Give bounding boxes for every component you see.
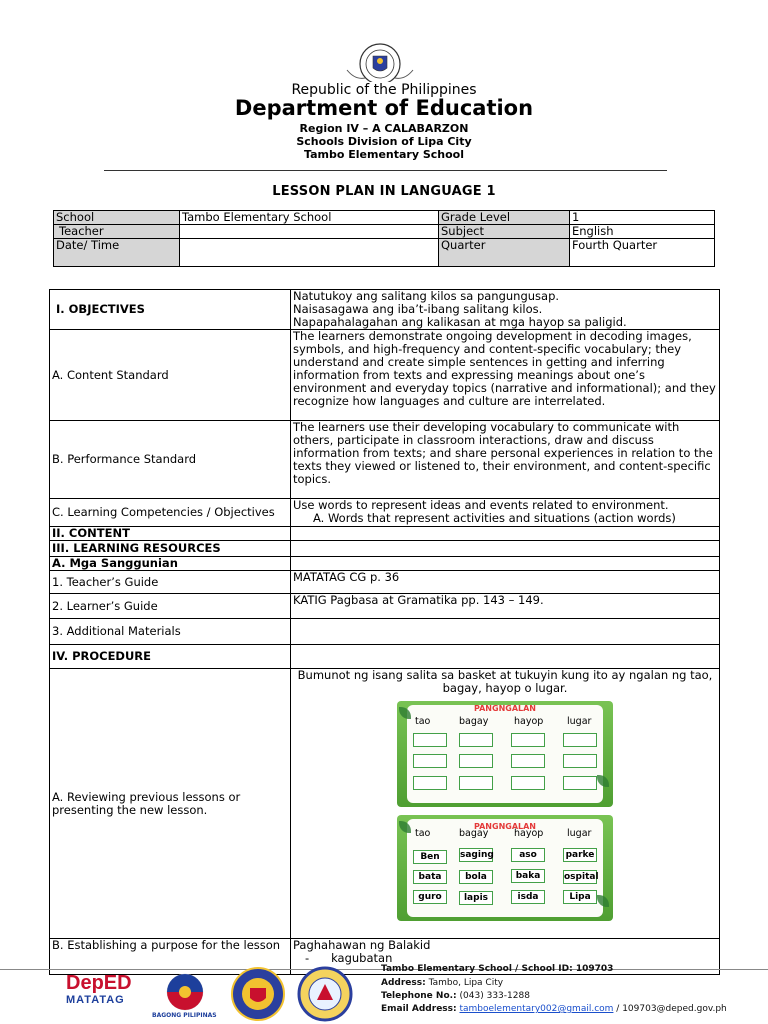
footer-phone-label: Telephone No.:	[381, 991, 457, 1001]
word-box: bola	[459, 870, 493, 884]
lesson-plan-table	[49, 289, 720, 975]
header-divider	[104, 170, 667, 171]
info-table	[53, 210, 715, 267]
purpose-label: B. Establishing a purpose for the lesson	[50, 939, 291, 975]
resources-label: III. LEARNING RESOURCES	[50, 541, 291, 557]
row-content-standard	[50, 330, 720, 421]
word-box: saging	[460, 850, 494, 860]
card-col-bagay: bagay	[459, 828, 489, 839]
row-additional-materials	[50, 619, 720, 645]
word-box: guro	[413, 890, 447, 904]
row-objectives	[50, 290, 720, 330]
footer-phone	[381, 991, 530, 1001]
teachers-guide-value: MATATAG CG p. 36	[291, 571, 720, 594]
info-grade-value: 1	[570, 211, 715, 225]
procedure-label: IV. PROCEDURE	[50, 645, 291, 669]
info-quarter-value: Fourth Quarter	[570, 239, 715, 267]
info-school-label: School	[54, 211, 180, 225]
word-box: bata	[413, 870, 447, 884]
info-date-value	[180, 239, 439, 267]
info-quarter-label: Quarter	[439, 239, 570, 267]
footer-email-rest: / 109703@deped.gov.ph	[613, 1004, 727, 1014]
additional-materials-label: 3. Additional Materials	[50, 619, 291, 645]
row-teachers-guide	[50, 571, 720, 594]
learners-guide-label: 2. Learner’s Guide	[50, 594, 291, 619]
tambo-school-logo	[293, 966, 357, 1022]
purpose-item: - kagubatan	[305, 951, 393, 965]
footer-email-link[interactable]: tamboelementary002@gmail.com	[459, 1004, 614, 1014]
card-col-lugar: lugar	[567, 716, 592, 727]
card-col-tao: tao	[415, 716, 431, 727]
objective-item: Napapahalagahan ang kalikasan at mga hayop sa paligid.	[293, 315, 627, 329]
info-grade-label: Grade Level	[439, 211, 570, 225]
row-resources	[50, 541, 720, 557]
word-box: aso	[511, 848, 545, 862]
info-teacher-label: Teacher	[54, 225, 180, 239]
footer-email-label: Email Address:	[381, 1004, 457, 1014]
info-subject-label: Subject	[439, 225, 570, 239]
word-box: isda	[511, 890, 545, 904]
info-row-date	[54, 239, 715, 267]
info-row-school	[54, 211, 715, 225]
answer-box	[413, 776, 447, 790]
competencies-label: C. Learning Competencies / Objectives	[50, 499, 291, 527]
info-date-label: Date/ Time	[54, 239, 180, 267]
objective-item: Natutukoy ang salitang kilos sa pangungusap.	[293, 289, 560, 303]
deped-matatag-logo	[66, 972, 148, 1020]
sanggunian-value	[291, 557, 720, 571]
info-school-value: Tambo Elementary School	[180, 211, 439, 225]
card-col-tao: tao	[415, 828, 431, 839]
card-col-lugar: lugar	[567, 828, 592, 839]
division-seal-logo	[229, 966, 287, 1022]
resources-value	[291, 541, 720, 557]
header-department: Department of Education	[234, 96, 534, 120]
footer-phone-value: (043) 333-1288	[459, 991, 530, 1001]
info-row-teacher	[54, 225, 715, 239]
bagong-pilipinas-text: BAGONG PILIPINAS	[152, 1012, 217, 1019]
pangngalan-chart-filled	[397, 815, 613, 921]
deped-wordmark: DepED	[66, 972, 132, 994]
answer-box	[563, 776, 597, 790]
answer-box	[563, 754, 597, 768]
reviewing-cell	[291, 669, 720, 939]
objectives-list	[291, 290, 720, 330]
teachers-guide-label: 1. Teacher’s Guide	[50, 571, 291, 594]
reviewing-text: Bumunot ng isang salita sa basket at tukuyin kung ito ay ngalan ng tao, bagay, hayop o lugar.	[297, 668, 713, 695]
row-performance-standard	[50, 421, 720, 499]
info-teacher-value	[180, 225, 439, 239]
footer-email	[381, 1004, 727, 1014]
competencies-subitem: A. Words that represent activities and situations (action words)	[313, 511, 676, 525]
info-subject-value: English	[570, 225, 715, 239]
word-box: parke	[563, 848, 597, 862]
row-procedure	[50, 645, 720, 669]
learners-guide-value: KATIG Pagbasa at Gramatika pp. 143 – 149.	[291, 594, 720, 619]
sanggunian-label: A. Mga Sanggunian	[50, 557, 291, 571]
answer-box	[511, 733, 545, 747]
procedure-value	[291, 645, 720, 669]
answer-box	[511, 776, 545, 790]
row-content	[50, 527, 720, 541]
row-sanggunian	[50, 557, 720, 571]
content-label: II. CONTENT	[50, 527, 291, 541]
purpose-text: Paghahawan ng Balakid	[293, 938, 431, 952]
answer-box	[459, 776, 493, 790]
content-standard-text: The learners demonstrate ongoing development in decoding images, symbols, and high-frequency and content-specific vocabulary; they understand and create simple sentences in getting and inferring information from texts and expressing meanings about one’s environment and everyday topics (narrative and informational); and they recognize how languages and culture are interrelated.	[291, 330, 720, 421]
lesson-plan-title: LESSON PLAN IN LANGUAGE 1	[272, 184, 496, 199]
card-col-hayop: hayop	[514, 716, 544, 727]
header-republic: Republic of the Philippines	[291, 82, 477, 98]
objectives-label: I. OBJECTIVES	[50, 290, 291, 330]
content-value	[291, 527, 720, 541]
competencies-text: Use words to represent ideas and events related to environment.	[293, 498, 669, 512]
content-standard-label: A. Content Standard	[50, 330, 291, 421]
footer-address-value: Tambo, Lipa City	[428, 978, 504, 988]
footer-address	[381, 978, 503, 988]
footer-school-id: Tambo Elementary School / School ID: 109703	[381, 964, 614, 974]
header-region: Region IV – A CALABARZON	[299, 122, 469, 135]
answer-box	[413, 733, 447, 747]
pangngalan-chart-empty	[397, 701, 613, 807]
word-box: ospital	[564, 872, 599, 882]
answer-box	[459, 754, 493, 768]
answer-box	[459, 733, 493, 747]
card-title: PANGNGALAN	[473, 822, 537, 831]
row-learners-guide	[50, 594, 720, 619]
footer-address-label: Address:	[381, 978, 426, 988]
card-title: PANGNGALAN	[473, 704, 537, 713]
answer-box	[413, 754, 447, 768]
word-box: Ben	[413, 850, 447, 864]
word-box: baka	[511, 869, 545, 883]
answer-box	[563, 733, 597, 747]
additional-materials-value	[291, 619, 720, 645]
performance-standard-label: B. Performance Standard	[50, 421, 291, 499]
row-competencies	[50, 499, 720, 527]
card-col-bagay: bagay	[459, 716, 489, 727]
row-reviewing	[50, 669, 720, 939]
competencies-cell	[291, 499, 720, 527]
word-box: lapis	[459, 891, 493, 905]
header-division: Schools Division of Lipa City	[296, 135, 472, 148]
deped-seal-logo	[343, 40, 417, 82]
objective-item: Naisasagawa ang iba’t-ibang salitang kilos.	[293, 302, 543, 316]
word-box: Lipa	[563, 890, 597, 904]
answer-box	[511, 754, 545, 768]
footer-school-line	[381, 964, 613, 974]
reviewing-label: A. Reviewing previous lessons or presenting the new lesson.	[50, 669, 291, 939]
performance-standard-text: The learners use their developing vocabulary to communicate with others, participate in classroom interactions, draw and discuss information from texts; and share personal experiences in relation to the texts they viewed or listened to, their environment, and content-specific topics.	[291, 421, 720, 499]
matatag-wordmark: MATATAG	[66, 994, 125, 1006]
header-school: Tambo Elementary School	[304, 148, 464, 161]
card-col-hayop: hayop	[514, 828, 544, 839]
